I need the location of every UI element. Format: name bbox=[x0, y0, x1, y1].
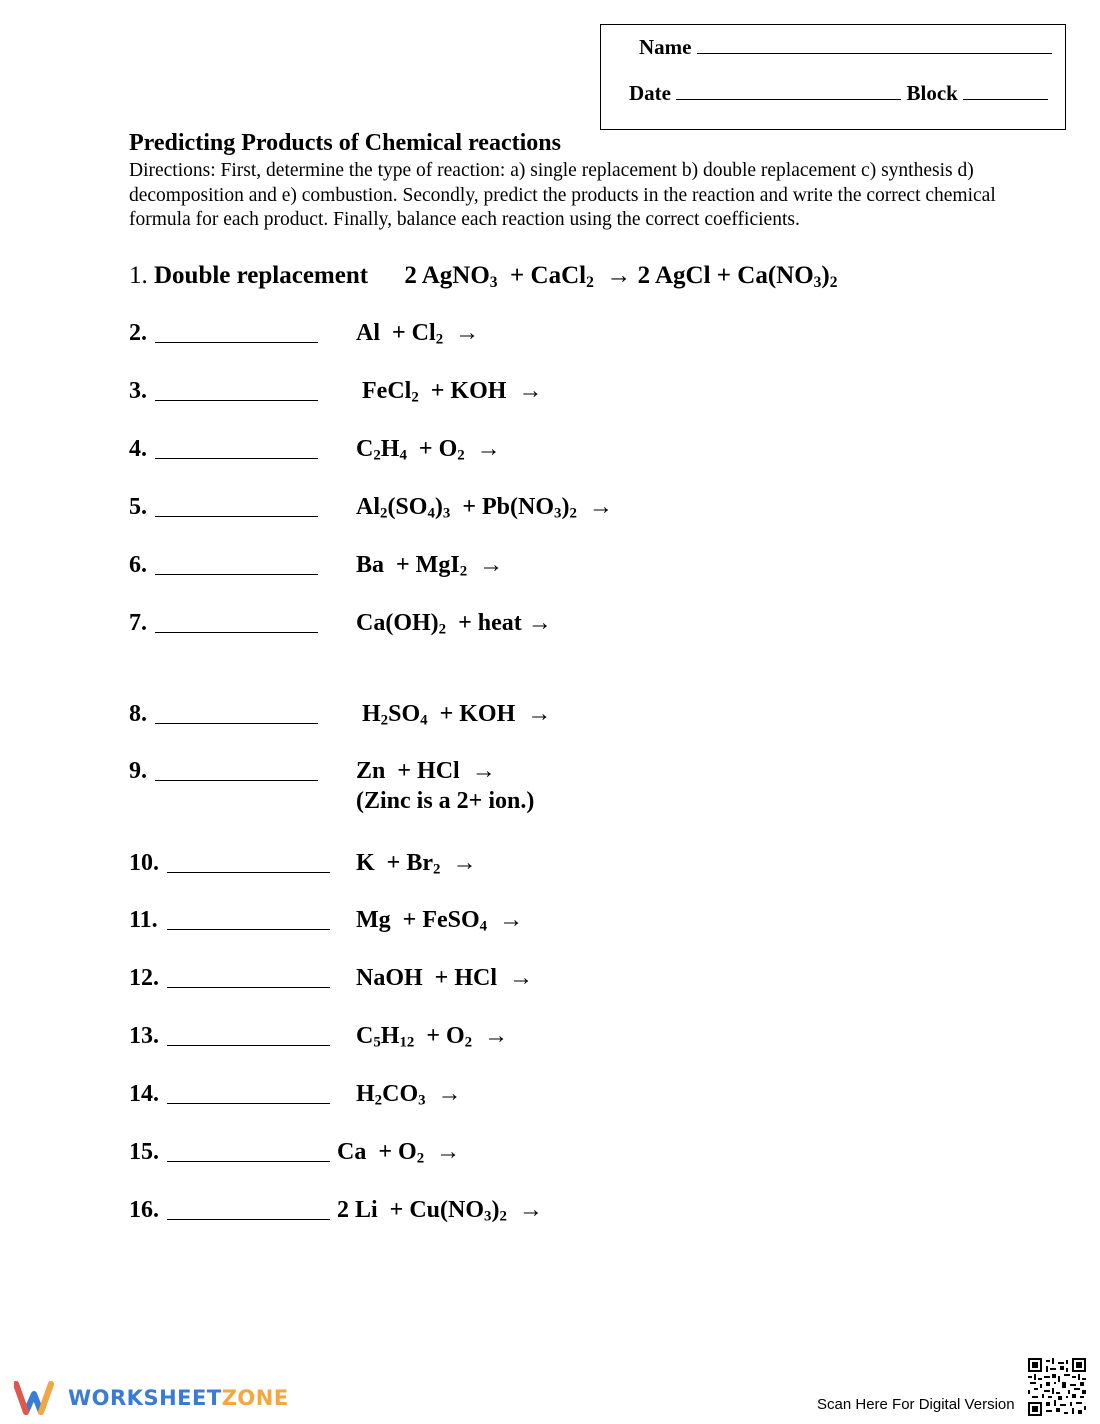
reaction-equation: $K + Br_2$ → bbox=[356, 850, 477, 878]
question-note: (Zinc is a 2+ ion.) bbox=[356, 788, 535, 814]
reaction-equation: $C_2H_4 + O_2$ → bbox=[356, 436, 501, 464]
block-field[interactable] bbox=[963, 81, 1048, 100]
name-label: Name bbox=[639, 35, 692, 59]
name-field[interactable] bbox=[697, 35, 1052, 54]
question-number: 4. bbox=[129, 436, 147, 462]
date-label: Date bbox=[629, 81, 671, 105]
reaction-type-blank[interactable] bbox=[167, 1161, 330, 1162]
question-number: 14. bbox=[129, 1081, 159, 1107]
reaction-equation: Ba + MgI$_2$ → bbox=[356, 552, 504, 580]
page-title: Predicting Products of Chemical reactions bbox=[129, 130, 561, 156]
example-type: Double replacement bbox=[154, 262, 369, 289]
block-label: Block bbox=[906, 81, 958, 105]
reaction-type-blank[interactable] bbox=[167, 1219, 330, 1220]
question-number: 5. bbox=[129, 494, 147, 520]
reaction-type-blank[interactable] bbox=[167, 1045, 330, 1046]
reaction-equation: $Al_2(SO_4)_3 + Pb(NO_3)_2$ → bbox=[356, 494, 613, 522]
question-number: 9. bbox=[129, 758, 147, 784]
brand-part1: WORKSHEET bbox=[68, 1386, 222, 1410]
reaction-equation: $C_5H_{12} + O_2$ → bbox=[356, 1023, 509, 1051]
reaction-equation: $H_2CO_3$ → bbox=[356, 1081, 462, 1109]
reaction-type-blank[interactable] bbox=[155, 574, 318, 575]
reaction-equation: NaOH + HCl → bbox=[356, 965, 534, 991]
date-field[interactable] bbox=[676, 81, 901, 100]
reaction-equation: FeCl$_2$ + KOH → bbox=[362, 378, 543, 406]
reaction-type-blank[interactable] bbox=[155, 400, 318, 401]
reaction-equation: 2 $Li + Cu(NO_3)_2$ → bbox=[337, 1197, 543, 1225]
reaction-equation: Mg + FeSO$_4$ → bbox=[356, 907, 524, 935]
question-number: 11. bbox=[129, 907, 158, 933]
question-number: 15. bbox=[129, 1139, 159, 1165]
worksheetzone-wordmark bbox=[68, 1386, 289, 1410]
reaction-type-blank[interactable] bbox=[155, 723, 318, 724]
student-info-box bbox=[600, 24, 1066, 130]
reaction-equation: Zn + HCl → bbox=[356, 758, 496, 784]
reaction-type-blank[interactable] bbox=[167, 872, 330, 873]
question-number: 6. bbox=[129, 552, 147, 578]
reaction-equation: $Ca + O_2$ → bbox=[337, 1139, 461, 1167]
question-number: 2. bbox=[129, 320, 147, 346]
question-number: 13. bbox=[129, 1023, 159, 1049]
question-number: 3. bbox=[129, 378, 147, 404]
worksheetzone-w-icon bbox=[14, 1380, 60, 1416]
question-number: 16. bbox=[129, 1197, 159, 1223]
example-number: 1. bbox=[129, 262, 148, 289]
reaction-type-blank[interactable] bbox=[155, 458, 318, 459]
reaction-type-blank[interactable] bbox=[167, 929, 330, 930]
question-number: 7. bbox=[129, 610, 147, 636]
worksheetzone-logo[interactable] bbox=[14, 1380, 289, 1416]
scan-caption: Scan Here For Digital Version bbox=[817, 1396, 1015, 1413]
reaction-type-blank[interactable] bbox=[155, 516, 318, 517]
brand-part2: ZONE bbox=[221, 1386, 289, 1410]
reaction-equation: $Ca(OH)_2$ + heat → bbox=[356, 610, 552, 638]
reaction-equation: $Al + Cl_2$ → bbox=[356, 320, 480, 348]
question-number: 10. bbox=[129, 850, 159, 876]
question-number: 12. bbox=[129, 965, 159, 991]
reaction-type-blank[interactable] bbox=[155, 780, 318, 781]
qr-code-icon[interactable] bbox=[1028, 1358, 1086, 1416]
example-equation: 2 AgNO$_3$ + CaCl$_2$ → 2 AgCl + $Ca(NO_3)_2$ bbox=[404, 262, 838, 291]
example-question bbox=[129, 262, 837, 290]
reaction-type-blank[interactable] bbox=[167, 987, 330, 988]
reaction-type-blank[interactable] bbox=[155, 632, 318, 633]
reaction-equation: $H_2SO_4$ + KOH → bbox=[362, 701, 552, 729]
reaction-type-blank[interactable] bbox=[155, 342, 318, 343]
directions-text: Directions: First, determine the type of reaction: a) single replacement b) double replacement c) synthesis d) decomposition and e) combustion. Secondly, predict the products in the reaction and write the correct chemical formula for each product. Finally, balance each reaction using the correct coefficients. bbox=[129, 160, 996, 230]
question-number: 8. bbox=[129, 701, 147, 727]
reaction-type-blank[interactable] bbox=[167, 1103, 330, 1104]
